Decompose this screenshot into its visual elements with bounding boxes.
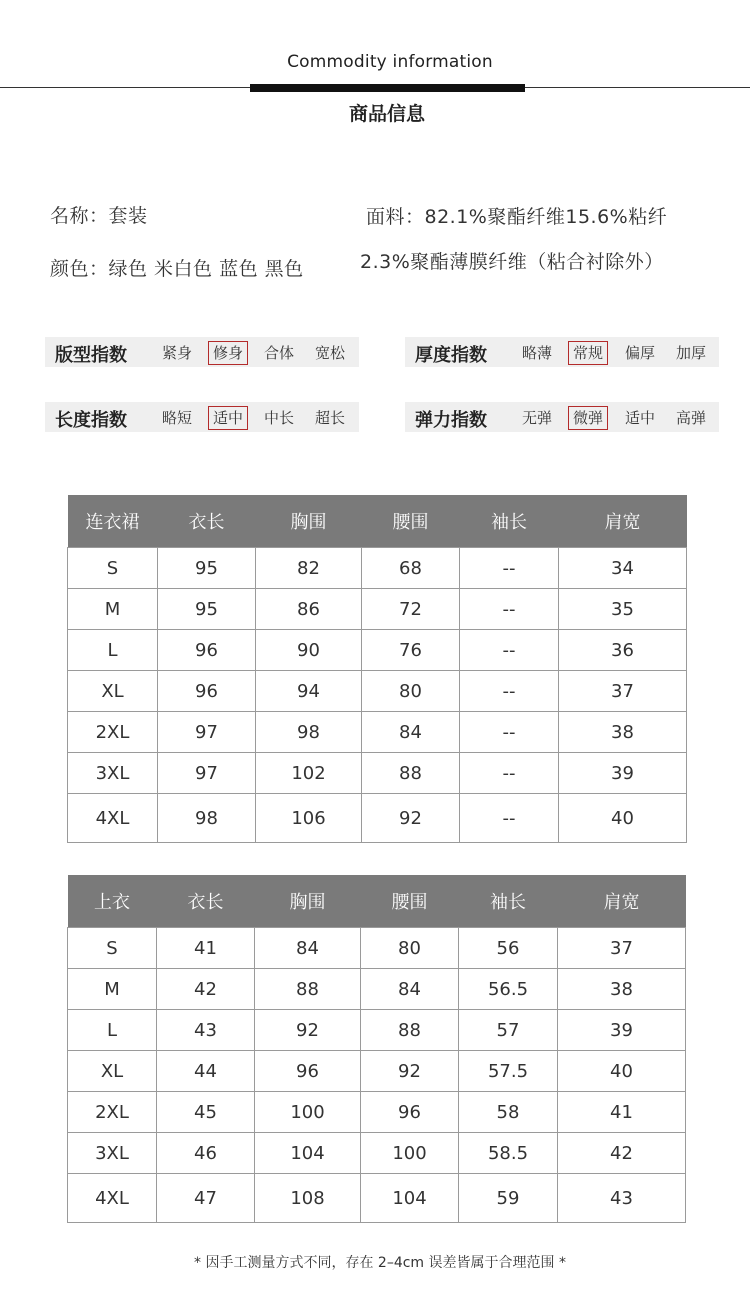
- table-cell: 45: [157, 1092, 255, 1133]
- table-row: [68, 969, 686, 1010]
- info-color: 颜色：绿色 米白色 蓝色 黑色: [50, 258, 304, 280]
- index-option: 略短: [162, 409, 193, 427]
- divider-bar: [250, 84, 525, 92]
- index-label: 长度指数: [55, 410, 127, 431]
- table-cell: 76: [362, 630, 460, 671]
- table-cell: 88: [255, 969, 361, 1010]
- info-fabric-line1: 面料：82.1%聚酯纤维15.6%粘纤: [366, 206, 668, 228]
- title-en: Commodity information: [287, 52, 493, 72]
- index-option: 合体: [264, 344, 295, 362]
- table-cell: 102: [256, 753, 362, 794]
- table-cell: 96: [255, 1051, 361, 1092]
- info-fabric-line2: 2.3%聚酯薄膜纤维（粘合衬除外）: [360, 251, 664, 273]
- table-cell: 104: [255, 1133, 361, 1174]
- size-label-cell: XL: [68, 1051, 157, 1092]
- index-option: 紧身: [162, 344, 193, 362]
- table-cell: --: [460, 589, 559, 630]
- table-header-cell: 衣长: [157, 875, 255, 928]
- table-cell: 104: [361, 1174, 459, 1223]
- index-length: [45, 402, 359, 432]
- table-cell: 58: [459, 1092, 558, 1133]
- size-label-cell: 4XL: [68, 1174, 157, 1223]
- table-cell: 56: [459, 928, 558, 969]
- index-option-selected: 修身: [210, 343, 246, 363]
- table-cell: 41: [157, 928, 255, 969]
- table-header-cell: 连衣裙: [68, 495, 158, 548]
- table-row: [68, 1174, 686, 1223]
- measurement-footnote: * 因手工测量方式不同，存在 2–4cm 误差皆属于合理范围 *: [194, 1255, 566, 1271]
- table-cell: 92: [361, 1051, 459, 1092]
- size-label-cell: S: [68, 928, 157, 969]
- table-cell: 37: [558, 928, 686, 969]
- table-header-row: [68, 875, 686, 928]
- size-label-cell: S: [68, 548, 158, 589]
- index-option: 中长: [264, 409, 295, 427]
- size-label-cell: M: [68, 969, 157, 1010]
- table-cell: 36: [559, 630, 687, 671]
- table-cell: 44: [157, 1051, 255, 1092]
- index-option-selected: 微弹: [570, 408, 606, 428]
- table-cell: 92: [362, 794, 460, 843]
- index-option-selected: 适中: [210, 408, 246, 428]
- size-label-cell: 3XL: [68, 1133, 157, 1174]
- index-option: 宽松: [315, 344, 346, 362]
- table-row: [68, 1133, 686, 1174]
- index-option: 加厚: [676, 344, 707, 362]
- info-name: 名称：套装: [50, 205, 148, 227]
- table-cell: 47: [157, 1174, 255, 1223]
- table-cell: 57: [459, 1010, 558, 1051]
- table-cell: 88: [362, 753, 460, 794]
- table-row: [68, 671, 687, 712]
- table-cell: --: [460, 794, 559, 843]
- size-label-cell: L: [68, 630, 158, 671]
- table-cell: 96: [158, 630, 256, 671]
- table-cell: 88: [361, 1010, 459, 1051]
- table-header-cell: 胸围: [255, 875, 361, 928]
- table-cell: 84: [362, 712, 460, 753]
- table-cell: 43: [157, 1010, 255, 1051]
- table-cell: 97: [158, 712, 256, 753]
- page-header: [0, 0, 750, 140]
- table-cell: 100: [255, 1092, 361, 1133]
- table-header-cell: 上衣: [68, 875, 157, 928]
- table-cell: 42: [157, 969, 255, 1010]
- index-option: 高弹: [676, 409, 707, 427]
- table-cell: 96: [158, 671, 256, 712]
- table-header-cell: 胸围: [256, 495, 362, 548]
- size-label-cell: 4XL: [68, 794, 158, 843]
- table-row: [68, 794, 687, 843]
- index-label: 弹力指数: [415, 410, 487, 431]
- top-size-table: [67, 875, 686, 1223]
- table-header-cell: 袖长: [459, 875, 558, 928]
- table-cell: --: [460, 548, 559, 589]
- table-cell: 72: [362, 589, 460, 630]
- table-cell: 39: [558, 1010, 686, 1051]
- table-row: [68, 589, 687, 630]
- table-row: [68, 712, 687, 753]
- table-cell: 98: [256, 712, 362, 753]
- index-label: 版型指数: [55, 345, 127, 366]
- table-row: [68, 1010, 686, 1051]
- title-cn: 商品信息: [348, 103, 425, 125]
- table-cell: 108: [255, 1174, 361, 1223]
- table-cell: 86: [256, 589, 362, 630]
- table-header-cell: 腰围: [361, 875, 459, 928]
- table-row: [68, 753, 687, 794]
- table-cell: 80: [361, 928, 459, 969]
- table-cell: 38: [559, 712, 687, 753]
- table-cell: 92: [255, 1010, 361, 1051]
- table-cell: 106: [256, 794, 362, 843]
- table-cell: --: [460, 712, 559, 753]
- table-cell: 57.5: [459, 1051, 558, 1092]
- table-cell: 46: [157, 1133, 255, 1174]
- table-cell: 96: [361, 1092, 459, 1133]
- table-cell: --: [460, 630, 559, 671]
- table-cell: 98: [158, 794, 256, 843]
- table-cell: 95: [158, 548, 256, 589]
- table-header-cell: 肩宽: [558, 875, 686, 928]
- table-cell: 59: [459, 1174, 558, 1223]
- table-cell: 95: [158, 589, 256, 630]
- dress-size-table: [67, 495, 687, 843]
- table-header-cell: 袖长: [460, 495, 559, 548]
- table-row: [68, 630, 687, 671]
- size-label-cell: XL: [68, 671, 158, 712]
- index-option-selected: 常规: [570, 343, 606, 363]
- table-cell: 38: [558, 969, 686, 1010]
- table-cell: 68: [362, 548, 460, 589]
- index-elasticity: [405, 402, 719, 432]
- size-label-cell: 2XL: [68, 1092, 157, 1133]
- table-cell: 40: [558, 1051, 686, 1092]
- size-label-cell: L: [68, 1010, 157, 1051]
- table-cell: 35: [559, 589, 687, 630]
- table-cell: 90: [256, 630, 362, 671]
- table-row: [68, 1092, 686, 1133]
- table-cell: --: [460, 753, 559, 794]
- table-header-cell: 肩宽: [559, 495, 687, 548]
- index-option: 略薄: [522, 344, 553, 362]
- table-cell: 100: [361, 1133, 459, 1174]
- table-cell: 41: [558, 1092, 686, 1133]
- table-cell: 97: [158, 753, 256, 794]
- table-cell: 94: [256, 671, 362, 712]
- table-header-cell: 腰围: [362, 495, 460, 548]
- table-cell: 37: [559, 671, 687, 712]
- table-cell: 84: [255, 928, 361, 969]
- table-cell: 80: [362, 671, 460, 712]
- table-cell: 82: [256, 548, 362, 589]
- table-cell: 40: [559, 794, 687, 843]
- table-cell: 39: [559, 753, 687, 794]
- index-label: 厚度指数: [415, 345, 487, 366]
- index-option: 超长: [315, 409, 346, 427]
- table-row: [68, 1051, 686, 1092]
- table-cell: 56.5: [459, 969, 558, 1010]
- size-label-cell: 2XL: [68, 712, 158, 753]
- table-row: [68, 928, 686, 969]
- table-cell: 58.5: [459, 1133, 558, 1174]
- table-cell: 43: [558, 1174, 686, 1223]
- table-row: [68, 548, 687, 589]
- table-header-cell: 衣长: [158, 495, 256, 548]
- size-label-cell: M: [68, 589, 158, 630]
- table-header-row: [68, 495, 687, 548]
- index-option: 无弹: [522, 409, 553, 427]
- index-fit: [45, 337, 359, 367]
- index-thickness: [405, 337, 719, 367]
- table-cell: 84: [361, 969, 459, 1010]
- table-cell: 42: [558, 1133, 686, 1174]
- table-cell: --: [460, 671, 559, 712]
- size-label-cell: 3XL: [68, 753, 158, 794]
- index-option: 偏厚: [625, 344, 656, 362]
- index-option: 适中: [625, 409, 656, 427]
- table-cell: 34: [559, 548, 687, 589]
